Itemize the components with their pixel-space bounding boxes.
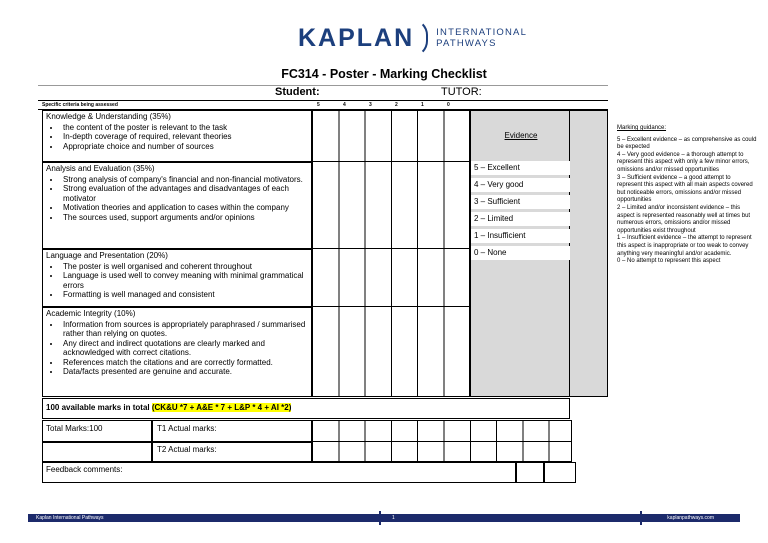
criterion-item: • Formatting is well managed and consistent <box>61 290 308 300</box>
criterion-item: • Information from sources is appropriately paraphrased / summarised rather than relying on quotes. <box>61 320 308 339</box>
document-title: FC314 - Poster - Marking Checklist <box>281 67 487 81</box>
criterion-item: • Any direct and indirect quotations are clearly marked and acknowledged with correct citations. <box>61 339 308 358</box>
evidence-level-5: 5 – Excellent <box>471 161 571 175</box>
criterion-knowledge <box>42 110 312 162</box>
score-header-1: 1 <box>421 102 424 108</box>
feedback-comments[interactable]: Feedback comments: <box>42 462 516 483</box>
criterion-analysis <box>42 162 312 249</box>
criterion-item: • Motivation theories and application to cases within the company <box>61 203 308 213</box>
criterion-heading: Academic Integrity (10%) <box>46 309 136 318</box>
criterion-item: • the content of the poster is relevant to the task <box>61 123 308 133</box>
t1-marks-label: T1 Actual marks: <box>152 420 312 442</box>
criterion-heading: Analysis and Evaluation (35%) <box>46 164 155 173</box>
feedback-cell <box>544 462 576 483</box>
score-header-4: 4 <box>343 102 346 108</box>
score-row-divider <box>312 248 470 249</box>
criterion-item: • Data/facts presented are genuine and accurate. <box>61 367 308 377</box>
marking-guidance <box>617 125 757 266</box>
available-marks-label: 100 available marks in total <box>46 403 150 412</box>
evidence-level-0: 0 – None <box>471 246 571 260</box>
marks-formula: (CK&U *7 + A&E * 7 + L&P * 4 + AI *2) <box>151 403 292 412</box>
guidance-title: Marking guidance: <box>617 125 667 131</box>
score-row-divider <box>312 306 470 307</box>
divider <box>38 85 608 86</box>
marks-row-divider <box>312 441 572 442</box>
criterion-item: • Language is used well to convey meaning with minimal grammatical errors <box>61 271 308 290</box>
t2-marks-label: T2 Actual marks: <box>152 442 312 462</box>
footer-divider <box>640 511 642 525</box>
logo-arc-icon <box>412 19 428 57</box>
criterion-item: • Strong evaluation of the advantages and disadvantages of each motivator <box>61 184 308 203</box>
score-header-3: 3 <box>369 102 372 108</box>
criterion-item: • In-depth coverage of required, relevant theories <box>61 132 308 142</box>
guidance-line: 4 – Very good evidence – a thorough attempt to represent this aspect with only a few minor errors, omissions and/or missed opportunities <box>617 151 750 173</box>
criterion-language <box>42 249 312 307</box>
criterion-item: • Appropriate choice and number of sources <box>61 142 308 152</box>
score-header-5: 5 <box>317 102 320 108</box>
feedback-cell <box>516 462 544 483</box>
footer-divider <box>379 511 381 525</box>
available-marks-row <box>42 398 570 419</box>
logo-brand: KAPLAN <box>298 23 415 52</box>
tutor-label: TUTOR: <box>441 86 482 98</box>
marks-blank-cell <box>42 442 152 462</box>
score-header-0: 0 <box>447 102 450 108</box>
score-row-divider <box>312 161 470 162</box>
criterion-integrity <box>42 307 312 397</box>
logo-sub-line1: INTERNATIONAL <box>436 27 528 38</box>
logo-subtitle <box>436 27 527 49</box>
criterion-item: • The sources used, support arguments and/or opinions <box>61 213 308 223</box>
guidance-line: 1 – Insufficient evidence – the attempt to represent this aspect is inappropriate or too weak to convey anything very meaningful and/or academic. <box>617 235 752 257</box>
criterion-item: • The poster is well organised and coherent throughout <box>61 262 308 272</box>
criteria-header-label: Specific criteria being assessed <box>42 102 118 108</box>
evidence-level-1: 1 – Insufficient <box>471 229 571 243</box>
total-marks-cell: Total Marks:100 <box>42 420 152 442</box>
evidence-level-2: 2 – Limited <box>471 212 571 226</box>
criterion-item: • Strong analysis of company's financial and non-financial motivators. <box>61 175 308 185</box>
criterion-heading: Knowledge & Understanding (35%) <box>46 112 171 121</box>
score-header-2: 2 <box>395 102 398 108</box>
guidance-line: 0 – No attempt to represent this aspect <box>617 258 721 265</box>
evidence-heading: Evidence <box>504 131 538 140</box>
logo-sub-line2: PATHWAYS <box>436 38 497 49</box>
criterion-heading: Language and Presentation (20%) <box>46 251 168 260</box>
footer-left: Kaplan International Pathways <box>36 515 104 521</box>
score-grid <box>312 110 470 397</box>
guidance-line: 5 – Excellent evidence – as comprehensive as could be expected <box>617 136 757 151</box>
evidence-level-3: 3 – Sufficient <box>471 195 571 209</box>
footer-bar <box>28 514 740 522</box>
evidence-level-4: 4 – Very good <box>471 178 571 192</box>
guidance-line: 2 – Limited and/or inconsistent evidence – this aspect is represented reasonably well at times but numerous errors, omissions and/or missed opportunities exist throughout <box>617 204 751 234</box>
footer-right[interactable]: kaplanpathways.com <box>667 515 714 521</box>
criteria-header-bar <box>38 100 608 110</box>
criterion-item: • References match the citations and are correctly formatted. <box>61 358 308 368</box>
evidence-panel <box>470 110 570 397</box>
kaplan-logo <box>298 18 527 58</box>
footer-page: 1 <box>392 515 395 521</box>
student-label: Student: <box>275 86 320 98</box>
evidence-panel-edge <box>570 110 608 397</box>
guidance-line: 3 – Sufficient evidence – a good attempt to represent this aspect with all main aspects covered but noticeable errors, omissions and/or missed opportunities <box>617 174 753 204</box>
